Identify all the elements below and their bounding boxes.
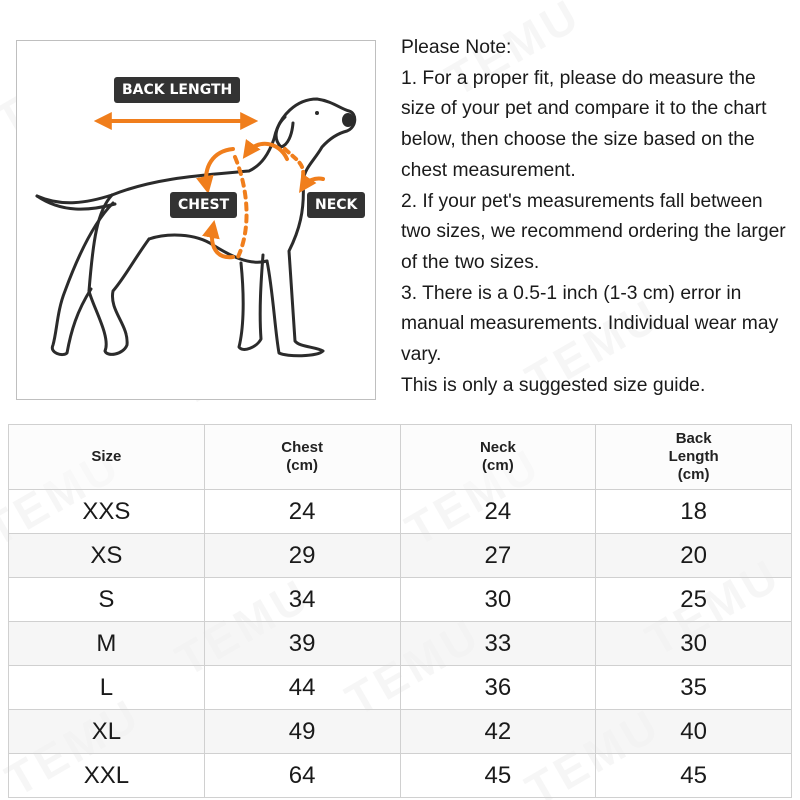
cell-size: XL <box>9 710 205 754</box>
measure-marks <box>101 121 323 259</box>
cell-back-length: 30 <box>596 622 792 666</box>
neck-label: NECK <box>307 192 365 218</box>
cell-chest: 29 <box>204 534 400 578</box>
cell-size: M <box>9 622 205 666</box>
table-row <box>9 534 792 578</box>
cell-neck: 36 <box>400 666 596 710</box>
table-row <box>9 622 792 666</box>
cell-chest: 24 <box>204 490 400 534</box>
header-size: Size <box>9 425 205 490</box>
note-item: 2. If your pet's measurements fall between two sizes, we recommend ordering the larger of the two sizes. <box>401 190 786 273</box>
size-notes <box>401 33 793 401</box>
cell-size: S <box>9 578 205 622</box>
cell-chest: 39 <box>204 622 400 666</box>
neck-dashed-line <box>285 149 303 177</box>
header-back-length: Back Length (cm) <box>596 425 792 490</box>
cell-neck: 24 <box>400 490 596 534</box>
cell-back-length: 35 <box>596 666 792 710</box>
size-chart-table <box>8 424 792 798</box>
cell-back-length: 45 <box>596 754 792 798</box>
cell-size: XXS <box>9 490 205 534</box>
note-item: 1. For a proper fit, please do measure the size of your pet and compare it to the chart below, then choose the size based on the chest measurement. <box>401 67 767 181</box>
cell-neck: 27 <box>400 534 596 578</box>
neck-arrow <box>303 178 323 187</box>
header-neck: Neck (cm) <box>400 425 596 490</box>
cell-back-length: 25 <box>596 578 792 622</box>
table-row <box>9 666 792 710</box>
chest-loop <box>206 149 233 187</box>
cell-size: XS <box>9 534 205 578</box>
cell-chest: 49 <box>204 710 400 754</box>
cell-size: L <box>9 666 205 710</box>
table-row <box>9 490 792 534</box>
cell-chest: 34 <box>204 578 400 622</box>
header-chest: Chest (cm) <box>204 425 400 490</box>
note-item: 3. There is a 0.5-1 inch (1-3 cm) error in manual measurements. Individual wear may vary. <box>401 282 779 366</box>
table-row <box>9 578 792 622</box>
cell-neck: 33 <box>400 622 596 666</box>
cell-back-length: 20 <box>596 534 792 578</box>
measurement-diagram <box>16 40 376 400</box>
cell-chest: 44 <box>204 666 400 710</box>
cell-chest: 64 <box>204 754 400 798</box>
cell-neck: 42 <box>400 710 596 754</box>
table-row <box>9 710 792 754</box>
notes-footer: This is only a suggested size guide. <box>401 374 706 396</box>
cell-neck: 30 <box>400 578 596 622</box>
back-length-label: BACK LENGTH <box>114 77 240 103</box>
notes-heading: Please Note: <box>401 37 512 58</box>
cell-neck: 45 <box>400 754 596 798</box>
cell-back-length: 18 <box>596 490 792 534</box>
table-row <box>9 754 792 798</box>
chest-loop-lower <box>212 227 233 257</box>
chest-label: CHEST <box>170 192 237 218</box>
dog-outline <box>37 99 355 356</box>
cell-size: XXL <box>9 754 205 798</box>
table-header-row <box>9 425 792 490</box>
cell-back-length: 40 <box>596 710 792 754</box>
